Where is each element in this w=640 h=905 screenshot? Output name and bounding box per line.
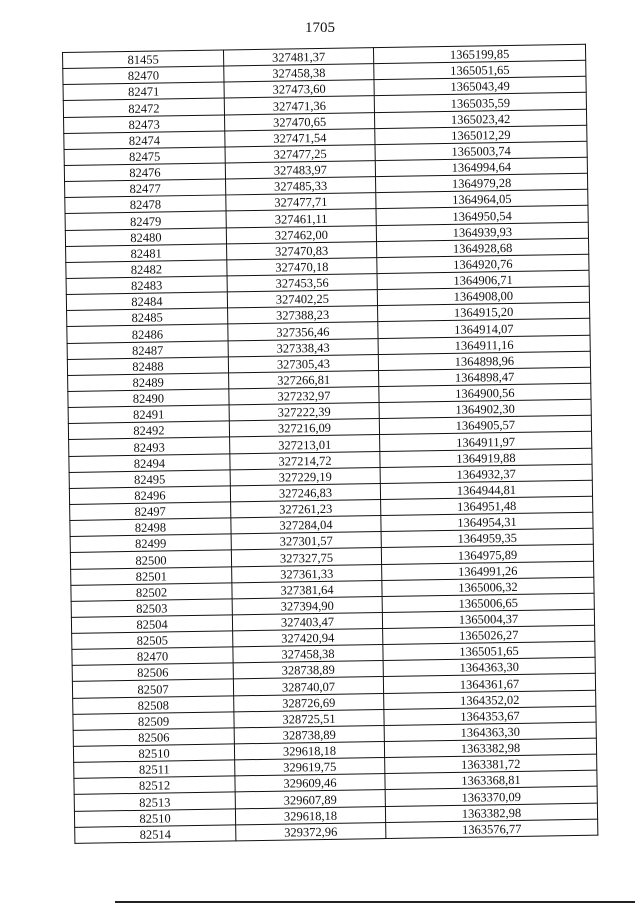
y-coordinate-cell: 1365199,85 <box>373 44 585 63</box>
point-number-cell: 82493 <box>69 437 230 456</box>
y-coordinate-cell: 1363382,98 <box>385 803 597 822</box>
y-coordinate-cell: 1364353,67 <box>384 706 596 725</box>
x-coordinate-cell: 329609,46 <box>235 774 385 792</box>
y-coordinate-cell: 1365026,27 <box>383 625 595 644</box>
y-coordinate-cell: 1364950,54 <box>376 206 588 225</box>
x-coordinate-cell: 328738,89 <box>233 661 383 679</box>
point-number-cell: 82509 <box>73 712 234 731</box>
x-coordinate-cell: 327461,11 <box>226 209 376 227</box>
y-coordinate-cell: 1365051,65 <box>383 641 595 660</box>
y-coordinate-cell: 1364914,07 <box>378 319 590 338</box>
x-coordinate-cell: 327458,38 <box>233 645 383 663</box>
point-number-cell: 82478 <box>65 195 226 214</box>
point-number-cell: 82481 <box>66 244 227 263</box>
point-number-cell: 82505 <box>72 631 233 650</box>
x-coordinate-cell: 327471,36 <box>224 96 374 114</box>
y-coordinate-cell: 1364898,96 <box>378 351 590 370</box>
point-number-cell: 82499 <box>70 534 231 553</box>
x-coordinate-cell: 327470,83 <box>227 241 377 259</box>
point-number-cell: 81455 <box>63 50 224 69</box>
y-coordinate-cell: 1364898,47 <box>379 367 591 386</box>
point-number-cell: 82471 <box>63 82 224 101</box>
point-number-cell: 82497 <box>70 502 231 521</box>
x-coordinate-cell: 327232,97 <box>229 387 379 405</box>
y-coordinate-cell: 1364911,97 <box>380 432 592 451</box>
y-coordinate-cell: 1364363,30 <box>383 658 595 677</box>
x-coordinate-cell: 327266,81 <box>229 370 379 388</box>
x-coordinate-cell: 327361,33 <box>232 564 382 582</box>
y-coordinate-cell: 1364920,76 <box>377 254 589 273</box>
point-number-cell: 82513 <box>74 792 235 811</box>
point-number-cell: 82507 <box>72 679 233 698</box>
y-coordinate-cell: 1364363,30 <box>384 722 596 741</box>
y-coordinate-cell: 1365003,74 <box>375 141 587 160</box>
point-number-cell: 82504 <box>71 615 232 634</box>
point-number-cell: 82500 <box>70 550 231 569</box>
y-coordinate-cell: 1364928,68 <box>377 238 589 257</box>
y-coordinate-cell: 1364352,02 <box>384 690 596 709</box>
x-coordinate-cell: 327453,56 <box>227 274 377 292</box>
point-number-cell: 82487 <box>67 340 228 359</box>
point-number-cell: 82475 <box>64 147 225 166</box>
x-coordinate-cell: 328738,89 <box>234 725 384 743</box>
x-coordinate-cell: 327462,00 <box>226 225 376 243</box>
point-number-cell: 82489 <box>68 373 229 392</box>
x-coordinate-cell: 327477,71 <box>226 193 376 211</box>
point-number-cell: 82510 <box>74 808 235 827</box>
point-number-cell: 82495 <box>69 470 230 489</box>
point-number-cell: 82492 <box>68 421 229 440</box>
point-number-cell: 82479 <box>65 211 226 230</box>
y-coordinate-cell: 1365004,37 <box>382 609 594 628</box>
point-number-cell: 82506 <box>72 663 233 682</box>
point-number-cell: 82511 <box>74 760 235 779</box>
x-coordinate-cell: 327229,19 <box>230 467 380 485</box>
x-coordinate-cell: 327394,90 <box>232 596 382 614</box>
point-number-cell: 82514 <box>75 825 236 844</box>
y-coordinate-cell: 1364994,64 <box>375 157 587 176</box>
point-number-cell: 82482 <box>66 260 227 279</box>
x-coordinate-cell: 327473,60 <box>224 80 374 98</box>
x-coordinate-cell: 327471,54 <box>225 128 375 146</box>
y-coordinate-cell: 1364964,05 <box>376 190 588 209</box>
coordinate-table-body <box>63 44 598 843</box>
x-coordinate-cell: 327327,75 <box>231 548 381 566</box>
point-number-cell: 82485 <box>67 308 228 327</box>
point-number-cell: 82473 <box>64 115 225 134</box>
y-coordinate-cell: 1363370,09 <box>385 787 597 806</box>
x-coordinate-cell: 327388,23 <box>228 306 378 324</box>
y-coordinate-cell: 1363368,81 <box>385 771 597 790</box>
x-coordinate-cell: 327214,72 <box>230 451 380 469</box>
x-coordinate-cell: 327485,33 <box>226 177 376 195</box>
point-number-cell: 82486 <box>67 324 228 343</box>
point-number-cell: 82501 <box>71 566 232 585</box>
y-coordinate-cell: 1364951,48 <box>381 496 593 515</box>
point-number-cell: 82506 <box>73 728 234 747</box>
point-number-cell: 82498 <box>70 518 231 537</box>
y-coordinate-cell: 1364900,56 <box>379 383 591 402</box>
y-coordinate-cell: 1363381,72 <box>385 754 597 773</box>
y-coordinate-cell: 1365051,65 <box>374 60 586 79</box>
point-number-cell: 82470 <box>72 647 233 666</box>
x-coordinate-cell: 327284,04 <box>231 516 381 534</box>
point-number-cell: 82490 <box>68 389 229 408</box>
point-number-cell: 82483 <box>66 276 227 295</box>
page-bottom-border <box>115 901 635 903</box>
y-coordinate-cell: 1365023,42 <box>374 109 586 128</box>
point-number-cell: 82480 <box>65 227 226 246</box>
x-coordinate-cell: 327381,64 <box>232 580 382 598</box>
y-coordinate-cell: 1365012,29 <box>375 125 587 144</box>
x-coordinate-cell: 327305,43 <box>228 354 378 372</box>
y-coordinate-cell: 1364905,57 <box>379 415 591 434</box>
point-number-cell: 82474 <box>64 131 225 150</box>
x-coordinate-cell: 329607,89 <box>235 790 385 808</box>
y-coordinate-cell: 1364939,93 <box>376 222 588 241</box>
x-coordinate-cell: 327483,97 <box>225 161 375 179</box>
x-coordinate-cell: 327301,57 <box>231 532 381 550</box>
point-number-cell: 82508 <box>73 696 234 715</box>
point-number-cell: 82484 <box>66 292 227 311</box>
x-coordinate-cell: 327477,25 <box>225 144 375 162</box>
y-coordinate-cell: 1364979,28 <box>375 173 587 192</box>
y-coordinate-cell: 1364991,26 <box>382 561 594 580</box>
x-coordinate-cell: 327470,65 <box>225 112 375 130</box>
y-coordinate-cell: 1365035,59 <box>374 93 586 112</box>
point-number-cell: 82477 <box>65 179 226 198</box>
point-number-cell: 82470 <box>63 66 224 85</box>
point-number-cell: 82491 <box>68 405 229 424</box>
x-coordinate-cell: 328726,69 <box>234 693 384 711</box>
y-coordinate-cell: 1364932,37 <box>380 464 592 483</box>
x-coordinate-cell: 329618,18 <box>234 742 384 760</box>
x-coordinate-cell: 327403,47 <box>232 612 382 630</box>
x-coordinate-cell: 327338,43 <box>228 338 378 356</box>
x-coordinate-cell: 328725,51 <box>234 709 384 727</box>
y-coordinate-cell: 1364954,31 <box>381 512 593 531</box>
y-coordinate-cell: 1364919,88 <box>380 448 592 467</box>
point-number-cell: 82472 <box>63 98 224 117</box>
point-number-cell: 82512 <box>74 776 235 795</box>
point-number-cell: 82510 <box>73 744 234 763</box>
x-coordinate-cell: 327246,83 <box>230 483 380 501</box>
x-coordinate-cell: 327356,46 <box>228 322 378 340</box>
y-coordinate-cell: 1364906,71 <box>377 270 589 289</box>
x-coordinate-cell: 327470,18 <box>227 257 377 275</box>
point-number-cell: 82476 <box>64 163 225 182</box>
point-number-cell: 82503 <box>71 599 232 618</box>
x-coordinate-cell: 329618,18 <box>235 806 385 824</box>
y-coordinate-cell: 1364915,20 <box>378 302 590 321</box>
x-coordinate-cell: 327402,25 <box>227 290 377 308</box>
x-coordinate-cell: 327261,23 <box>231 499 381 517</box>
y-coordinate-cell: 1364944,81 <box>380 480 592 499</box>
x-coordinate-cell: 329619,75 <box>235 758 385 776</box>
x-coordinate-cell: 327458,38 <box>224 64 374 82</box>
x-coordinate-cell: 327216,09 <box>229 419 379 437</box>
point-number-cell: 82494 <box>69 453 230 472</box>
x-coordinate-cell: 327222,39 <box>229 403 379 421</box>
page-number: 1705 <box>305 20 335 36</box>
coordinate-table <box>62 44 598 844</box>
y-coordinate-cell: 1363382,98 <box>384 738 596 757</box>
x-coordinate-cell: 327481,37 <box>223 48 373 66</box>
point-number-cell: 82488 <box>67 357 228 376</box>
y-coordinate-cell: 1364975,89 <box>381 545 593 564</box>
x-coordinate-cell: 327420,94 <box>233 629 383 647</box>
y-coordinate-cell: 1364911,16 <box>378 335 590 354</box>
y-coordinate-cell: 1364902,30 <box>379 399 591 418</box>
point-number-cell: 82502 <box>71 583 232 602</box>
point-number-cell: 82496 <box>69 486 230 505</box>
x-coordinate-cell: 329372,96 <box>236 822 386 840</box>
y-coordinate-cell: 1364908,00 <box>377 286 589 305</box>
x-coordinate-cell: 328740,07 <box>233 677 383 695</box>
y-coordinate-cell: 1364959,35 <box>381 528 593 547</box>
y-coordinate-cell: 1363576,77 <box>386 819 598 838</box>
x-coordinate-cell: 327213,01 <box>230 435 380 453</box>
y-coordinate-cell: 1364361,67 <box>383 674 595 693</box>
y-coordinate-cell: 1365006,65 <box>382 593 594 612</box>
y-coordinate-cell: 1365043,49 <box>374 77 586 96</box>
y-coordinate-cell: 1365006,32 <box>382 577 594 596</box>
